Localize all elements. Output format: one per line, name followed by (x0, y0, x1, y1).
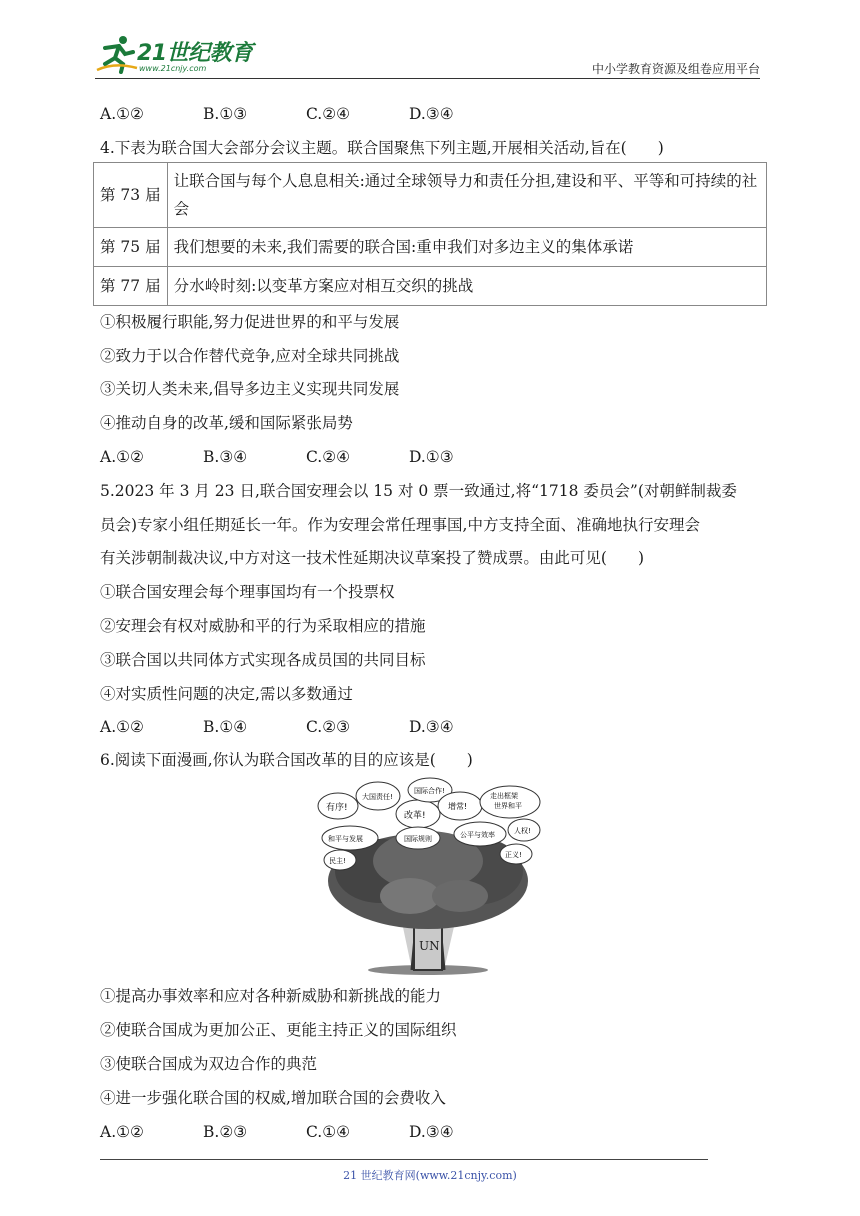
q5-option-d: D.③④ (409, 718, 454, 736)
table-row (94, 163, 767, 228)
q4-option-d: D.①③ (409, 448, 454, 466)
bubble-text: 民主! (329, 857, 346, 865)
q3-option-a: A.①② (100, 105, 144, 123)
q4-table (93, 162, 767, 306)
q6-item-1: ①提高办事效率和应对各种新威胁和新挑战的能力 (100, 987, 442, 1005)
q5-options (100, 717, 512, 737)
q5-option-b: B.①④ (203, 718, 248, 736)
q3-option-c: C.②④ (306, 105, 351, 123)
q6-options (100, 1122, 512, 1142)
q4-item-4: ④推动自身的改革,缓和国际紧张局势 (100, 414, 353, 432)
bubble-text: 有序! (326, 803, 348, 813)
bubble-text: 国际合作! (414, 787, 445, 795)
bubble-text: 公平与效率 (460, 831, 495, 839)
bubble-text: 人权! (514, 827, 531, 835)
q6-stem: 6.阅读下面漫画,你认为联合国改革的目的应该是( ) (100, 751, 473, 769)
theme-cell: 分水岭时刻:以变革方案应对相互交织的挑战 (167, 267, 766, 306)
bubble-text: 大国责任! (362, 793, 393, 801)
q5-stem-line-3: 有关涉朝制裁决议,中方对这一技术性延期决议草案投了赞成票。由此可见( ) (100, 549, 645, 567)
q6-option-c: C.①④ (306, 1123, 351, 1141)
q4-option-c: C.②④ (306, 448, 351, 466)
q5-item-4: ④对实质性问题的决定,需以多数通过 (100, 685, 353, 703)
table-row (94, 228, 767, 267)
q6-item-2: ②使联合国成为更加公正、更能主持正义的国际组织 (100, 1021, 457, 1039)
logo-url: www.21cnjy.com (139, 64, 207, 73)
bubble-text: 走出框架 (490, 792, 518, 800)
q4-stem: 4.下表为联合国大会部分会议主题。联合国聚焦下列主题,开展相关活动,旨在( ) (100, 139, 664, 157)
platform-name: 中小学教育资源及组卷应用平台 (591, 62, 760, 76)
bubble-text: 改革! (404, 811, 426, 821)
session-cell: 第 75 届 (94, 228, 168, 267)
bubble-text: 和平与发展 (328, 835, 363, 843)
q3-option-b: B.①③ (203, 105, 248, 123)
header-divider (95, 78, 760, 79)
q5-item-1: ①联合国安理会每个理事国均有一个投票权 (100, 583, 395, 601)
q5-option-a: A.①② (100, 718, 144, 736)
q3-options (100, 104, 512, 124)
q4-item-3: ③关切人类未来,倡导多边主义实现共同发展 (100, 380, 400, 398)
footer-text: 21 世纪教育网(www.21cnjy.com) (343, 1169, 517, 1182)
q4-option-b: B.③④ (203, 448, 248, 466)
q4-item-1: ①积极履行职能,努力促进世界的和平与发展 (100, 313, 400, 331)
bubble-text: 增常! (448, 802, 468, 811)
q5-stem-line-2: 员会)专家小组任期延长一年。作为安理会常任理事国,中方支持全面、准确地执行安理会 (100, 516, 700, 534)
bubble-text: 国际规则 (404, 835, 432, 843)
q5-option-c: C.②③ (306, 718, 351, 736)
tree-cartoon-illustration (310, 776, 546, 976)
theme-cell: 让联合国与每个人息息相关:通过全球领导力和责任分担,建设和平、平等和可持续的社会 (167, 163, 766, 228)
bubble-text: 正义! (505, 851, 522, 859)
q3-option-d: D.③④ (409, 105, 454, 123)
q5-item-3: ③联合国以共同体方式实现各成员国的共同目标 (100, 651, 426, 669)
q6-item-3: ③使联合国成为双边合作的典范 (100, 1055, 318, 1073)
theme-cell: 我们想要的未来,我们需要的联合国:重申我们对多边主义的集体承诺 (167, 228, 766, 267)
q4-option-a: A.①② (100, 448, 144, 466)
q4-options (100, 447, 512, 467)
footer-divider (100, 1159, 708, 1160)
logo-text: 21世纪教育 (137, 41, 253, 66)
q4-item-2: ②致力于以合作替代竞争,应对全球共同挑战 (100, 347, 400, 365)
q5-stem-line-1: 5.2023 年 3 月 23 日,联合国安理会以 15 对 0 票一致通过,将“1718 委员会”(对朝鲜制裁委 (100, 482, 737, 500)
q5-item-2: ②安理会有权对威胁和平的行为采取相应的措施 (100, 617, 426, 635)
q6-option-b: B.②③ (203, 1123, 248, 1141)
bubble-text: 世界和平 (494, 802, 522, 810)
table-row (94, 267, 767, 306)
page-header (95, 34, 760, 78)
logo (95, 34, 265, 78)
trunk-label: UN (419, 939, 440, 953)
q6-item-4: ④进一步强化联合国的权威,增加联合国的会费收入 (100, 1089, 446, 1107)
un-reform-cartoon (310, 776, 546, 976)
q6-option-d: D.③④ (409, 1123, 454, 1141)
session-cell: 第 73 届 (94, 163, 168, 228)
q6-option-a: A.①② (100, 1123, 144, 1141)
runner-logo-icon (95, 34, 139, 74)
session-cell: 第 77 届 (94, 267, 168, 306)
